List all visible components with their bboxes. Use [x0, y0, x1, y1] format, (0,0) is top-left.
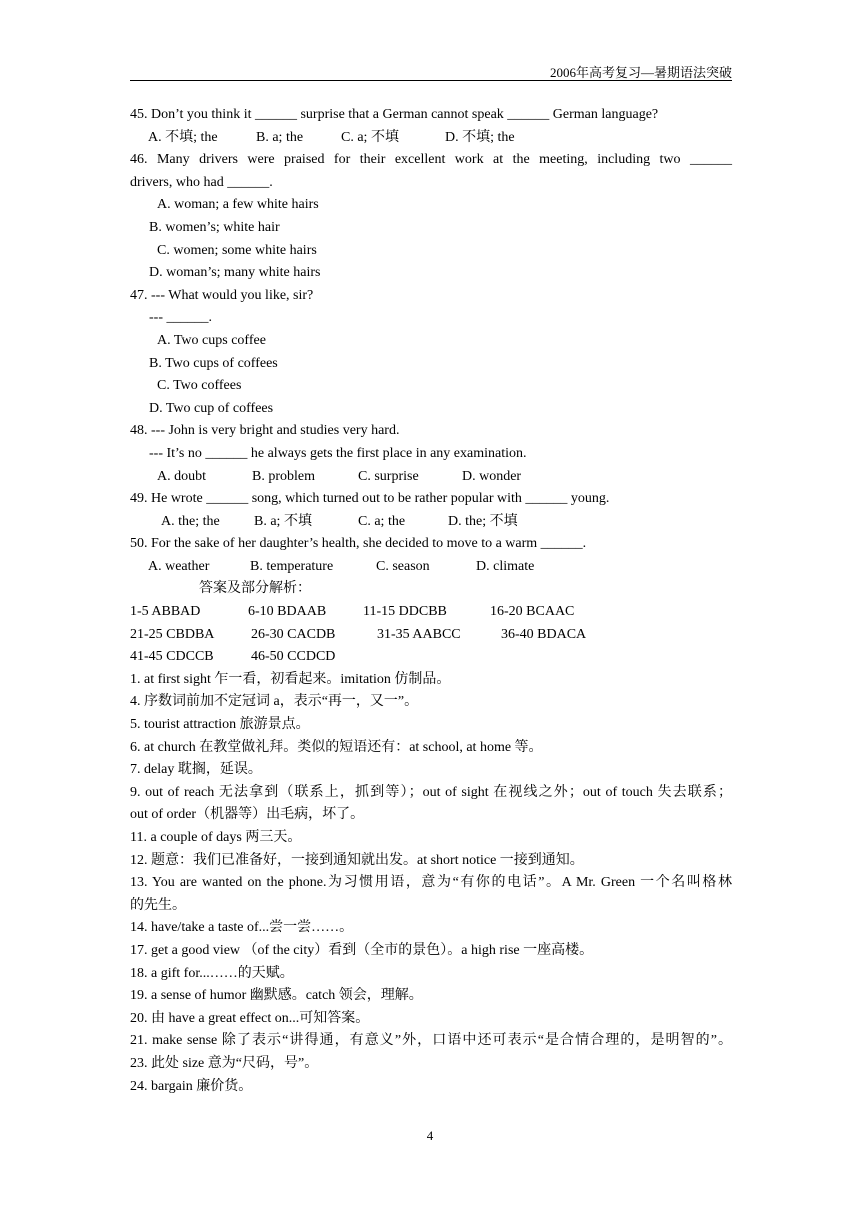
note: 13. You are wanted on the phone.为习惯用语，意为“有你的电话”。A Mr. Green 一个名叫格林: [130, 875, 732, 891]
question-47-option-a: A. Two cups coffee: [157, 332, 266, 348]
question-49-stem: 49. He wrote ______ song, which turned out to be rather popular with ______ young.: [130, 491, 610, 507]
running-header: 2006年高考复习—暑期语法突破: [549, 65, 732, 80]
option-b: B. a; the: [256, 129, 304, 145]
question-47-option-c: C. Two coffees: [157, 378, 242, 394]
note: 7. delay 耽搁，延误。: [130, 762, 262, 778]
header-rule: [130, 80, 732, 81]
question-46-option-b: B. women’s; white hair: [149, 219, 280, 235]
answer-group: 46-50 CCDCD: [251, 649, 336, 665]
note: 14. have/take a taste of...尝一尝……。: [130, 920, 354, 936]
question-49-options: [130, 511, 732, 534]
answer-group: 1-5 ABBAD: [130, 604, 201, 620]
option-d: D. 不填; the: [445, 129, 515, 145]
answer-row: [130, 646, 732, 669]
option-a: A. weather: [148, 558, 210, 574]
option-d: D. wonder: [462, 468, 522, 484]
option-d: D. the; 不填: [448, 513, 518, 529]
note: 18. a gift for...……的天赋。: [130, 965, 294, 981]
option-c: C. season: [376, 558, 430, 574]
option-c: C. a; the: [358, 513, 406, 529]
note: 4. 序数词前加不定冠词 a，表示“再一，又一”。: [130, 694, 419, 710]
option-b: B. problem: [252, 468, 315, 484]
note: 1. at first sight 乍一看，初看起来。imitation 仿制品。: [130, 671, 451, 687]
note: 17. get a good view （of the city）看到（全市的景色）。a high rise 一座高楼。: [130, 942, 594, 958]
question-50-stem: 50. For the sake of her daughter’s health, she decided to move to a warm ______.: [130, 536, 587, 552]
option-c: C. surprise: [358, 468, 419, 484]
question-46-stem-cont: drivers, who had ______.: [130, 174, 273, 190]
question-46-option-d: D. woman’s; many white hairs: [149, 265, 321, 281]
note: 19. a sense of humor 幽默感。catch 领会，理解。: [130, 988, 423, 1004]
option-c: C. a; 不填: [341, 129, 399, 145]
answer-group: 11-15 DDCBB: [363, 604, 447, 620]
note: 11. a couple of days 两三天。: [130, 830, 302, 845]
note-cont: out of order（机器等）出毛病，坏了。: [130, 807, 365, 823]
note: 20. 由 have a great effect on...可知答案。: [130, 1010, 370, 1026]
question-48-reply: --- It’s no ______ he always gets the first place in any examination.: [149, 445, 527, 461]
answer-row: [130, 601, 732, 624]
option-a: A. 不填; the: [148, 129, 218, 145]
page-body: [130, 104, 732, 1098]
option-d: D. climate: [476, 558, 535, 574]
note: 24. bargain 廉价货。: [130, 1078, 253, 1094]
note: 23. 此处 size 意为“尺码，号”。: [130, 1055, 319, 1071]
question-47-reply: --- ______.: [149, 310, 212, 326]
question-46-option-a: A. woman; a few white hairs: [157, 197, 319, 213]
question-50-options: [130, 556, 732, 579]
answer-group: 16-20 BCAAC: [490, 604, 575, 620]
question-45-options: [130, 127, 732, 150]
question-47-option-b: B. Two cups of coffees: [149, 355, 278, 371]
question-47-stem: 47. --- What would you like, sir?: [130, 287, 314, 303]
note: 12. 题意：我们已准备好，一接到通知就出发。at short notice 一接到通知。: [130, 852, 584, 868]
note: 9. out of reach 无法拿到（联系上，抓到等）；out of sight 在视线之外；out of touch 失去联系；: [130, 784, 732, 800]
option-a: A. doubt: [157, 468, 206, 484]
answer-row: [130, 624, 732, 647]
question-47-option-d: D. Two cup of coffees: [149, 400, 274, 416]
option-a: A. the; the: [161, 513, 220, 529]
page-number: 4: [426, 1128, 434, 1143]
question-48-stem: 48. --- John is very bright and studies very hard.: [130, 423, 400, 439]
note: 6. at church 在教堂做礼拜。类似的短语还有：at school, at home 等。: [130, 739, 543, 755]
question-46-stem: 46. Many drivers were praised for their excellent work at the meeting, including two ______: [130, 152, 732, 168]
answer-group: 31-35 AABCC: [377, 626, 461, 642]
note: 5. tourist attraction 旅游景点。: [130, 717, 310, 733]
question-48-options: [130, 466, 732, 489]
note-cont: 的先生。: [130, 897, 186, 913]
note: 21. make sense 除了表示“讲得通，有意义”外，口语中还可表示“是合情合理的，是明智的”。: [130, 1033, 732, 1049]
answer-group: 41-45 CDCCB: [130, 649, 214, 665]
answer-group: 36-40 BDACA: [501, 626, 587, 642]
answers-heading: 答案及部分解析：: [199, 581, 311, 597]
answer-group: 6-10 BDAAB: [248, 604, 327, 620]
answer-group: 21-25 CBDBA: [130, 626, 215, 642]
question-45-stem: 45. Don’t you think it ______ surprise that a German cannot speak ______ German language?: [130, 107, 659, 122]
option-b: B. a; 不填: [254, 513, 312, 529]
answer-group: 26-30 CACDB: [251, 626, 336, 642]
question-46-option-c: C. women; some white hairs: [157, 242, 317, 258]
option-b: B. temperature: [250, 558, 334, 574]
